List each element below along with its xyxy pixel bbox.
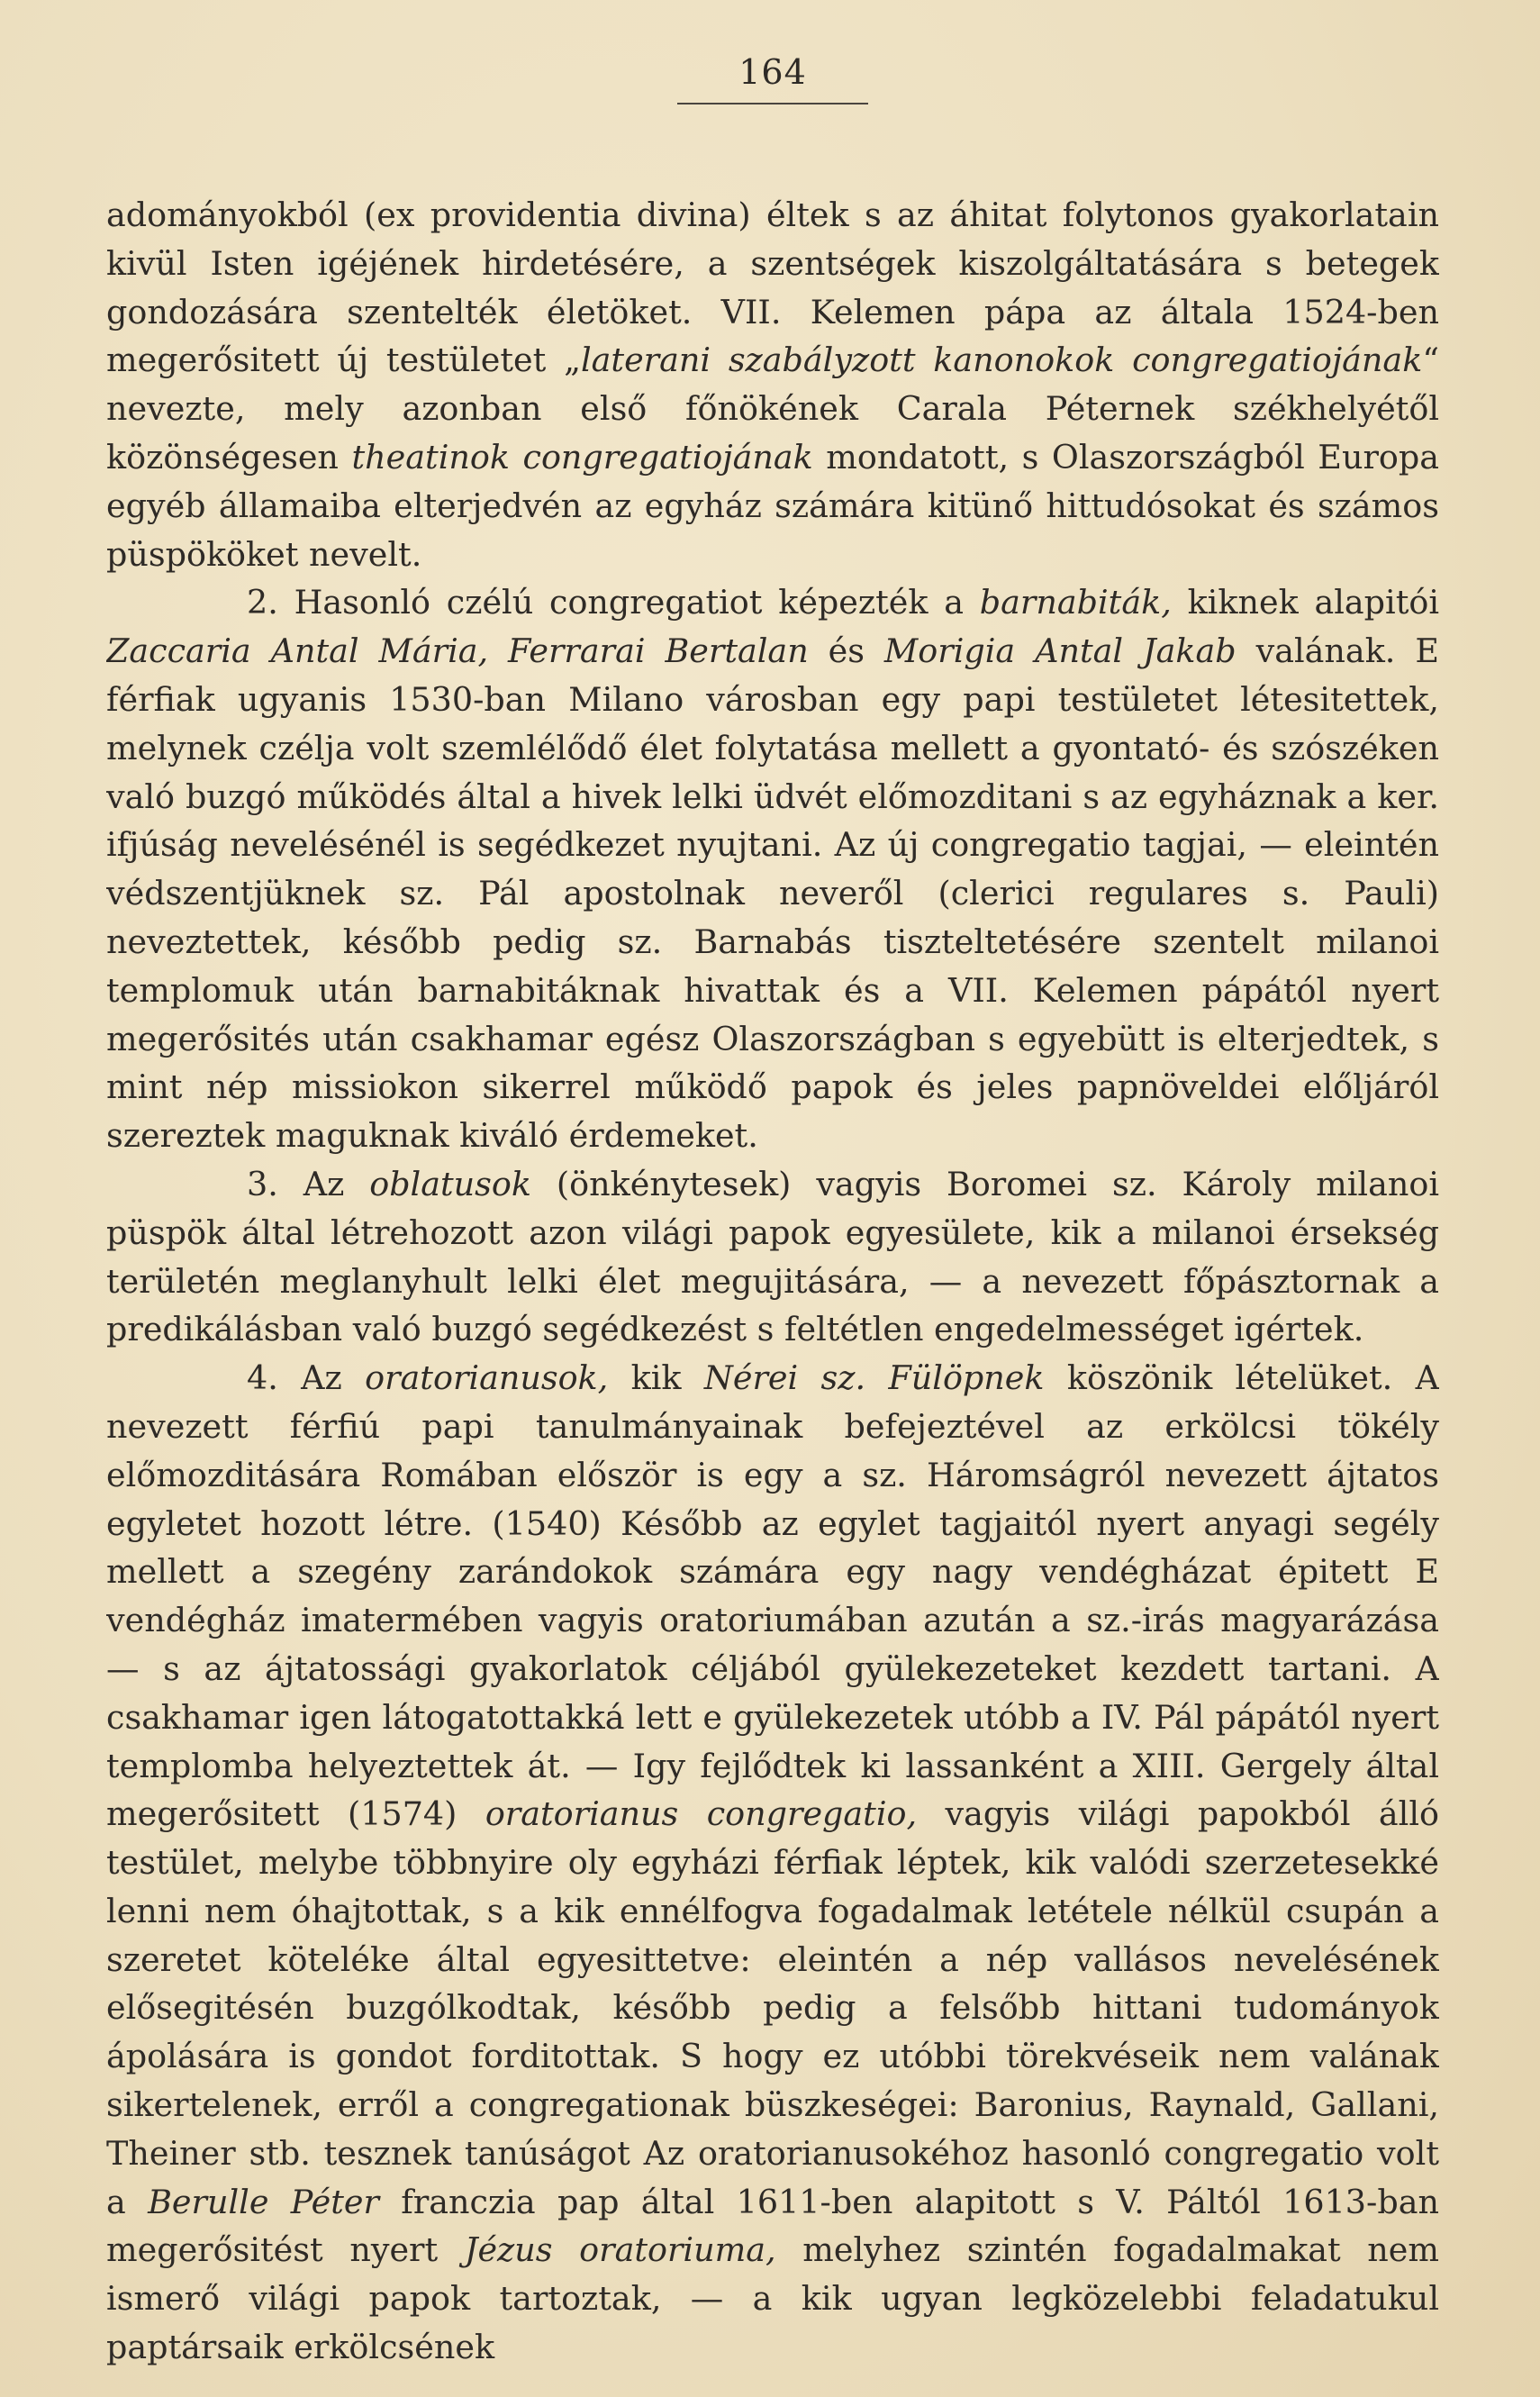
text-segment: 4. Az — [247, 1358, 366, 1398]
text-segment: kiknek alapitói — [1171, 583, 1439, 622]
italic-text: oratorianusok, — [365, 1358, 609, 1398]
text-segment: (önkénytesek) vagyis Boromei sz. Károly milanoi püspök által létrehozott azon világi papok egyesülete, kik a milanoi érsekség területén meglanyhult lelki élet megujitására, — a nevezett főpásztornak a predikálásban való buzgó segédkezést s feltétlen engedelmességet igértek. — [106, 1164, 1439, 1349]
text-segment: melyhez szintén fogadalmakat nem ismerő világi papok tartoztak, — a kik ugyan legközelebbi feladatukul paptársaik erkölcsének — [106, 2230, 1439, 2367]
paragraph — [106, 1160, 1439, 1354]
text-segment: vagyis világi papokból álló testület, melybe többnyire oly egyházi férfiak léptek, kik valódi szerzetesekké lenni nem óhajtottak, s a kik ennélfogva fogadalmak letétele nélkül csupán a szeretet köteléke által egyesittetve: eleintén a nép vallásos nevelésének elősegitésén buzgólkodtak, később pedig a felsőbb hittani tudományok ápolására is gondot forditottak. S hogy ez utóbbi törekvéseik nem valának sikertelenek, erről a congregationak büszkeségei: Baronius, Raynald, Gallani, Theiner stb. tesznek tanúságot Az oratorianusokéhoz hasonló congregatio volt a — [106, 1794, 1439, 2221]
italic-text: Morigia Antal Jakab — [883, 631, 1237, 671]
italic-text: theatinok congregatiojának — [351, 437, 813, 477]
paragraph — [106, 1354, 1439, 2367]
header-rule — [677, 103, 868, 104]
text-segment: 2. Hasonló czélú congregatiot képezték a — [247, 583, 980, 622]
page-header — [106, 43, 1439, 110]
italic-text: Berulle Péter — [148, 2182, 379, 2221]
book-page — [106, 43, 1439, 2367]
text-segment: és — [808, 631, 884, 671]
text-segment: mondatott, s Olaszországból Europa egyéb államaiba elterjedvén az egyház számára kitünő hittudósokat és számos püspököket nevelt. — [106, 437, 1439, 574]
page-number: 164 — [738, 52, 807, 92]
paragraph — [106, 578, 1439, 1160]
text-segment: kik — [608, 1358, 704, 1398]
italic-text: laterani szabályzott kanonokok congregatiojának — [580, 340, 1423, 380]
text-segment: köszönik lételüket. A nevezett férfiú papi tanulmányainak befejeztével az erkölcsi tökély előmozditására Romában először is egy a sz. Háromságról nevezett ájtatos egyletet hozott létre. (1540) Később az egylet tagjaitól nyert anyagi segély mellett a szegény zarándokok számára egy nagy vendégházat épitett E vendégház imatermében vagyis oratoriumában azután a sz.-irás magyarázása — s az ájtatossági gyakorlatok céljából gyülekezeteket kezdett tartani. A csakhamar igen látogatottakká lett e gyülekezetek utóbb a IV. Pál pápától nyert templomba helyeztettek át. — Igy fejlődtek ki lassanként a XIII. Gergely által megerősitett (1574) — [106, 1358, 1439, 1834]
text-segment: “ nevezte, mely azonban első főnökének Carala Péternek székhelyétől közönségesen — [106, 340, 1439, 477]
text-segment: franczia pap által 1611-ben alapitott s V. Páltól 1613-ban megerősitést nyert — [106, 2182, 1439, 2270]
text-segment: adományokból (ex providentia divina) éltek s az áhitat folytonos gyakorlatain kivül Isten igéjének hirdetésére, a szentségek kiszolgáltatására s betegek gondozására szentelték életöket. VII. Kelemen pápa az általa 1524-ben megerősitett új testületet „ — [106, 195, 1439, 380]
paragraph — [106, 191, 1439, 578]
italic-text: Jézus oratoriuma, — [464, 2230, 776, 2270]
italic-text: oratorianus congregatio, — [485, 1794, 918, 1834]
italic-text: Nérei sz. Fülöpnek — [703, 1358, 1045, 1398]
italic-text: barnabiták, — [979, 583, 1172, 622]
body-text — [106, 191, 1439, 2367]
italic-text: Zaccaria Antal Mária, Ferrarai Bertalan — [106, 631, 809, 671]
italic-text: oblatusok — [369, 1164, 531, 1203]
text-segment: 3. Az — [247, 1164, 370, 1203]
text-segment: valának. E férfiak ugyanis 1530-ban Milano városban egy papi testületet létesitettek, melynek czélja volt szemlélődő élet folytatása mellett a gyontató- és szószéken való buzgó működés által a hivek lelki üdvét előmozditani s az egyháznak a ker. ifjúság nevelésénél is segédkezet nyujtani. Az új congregatio tagjai, — eleintén védszentjüknek sz. Pál apostolnak neveről (clerici regulares s. Pauli) neveztettek, később pedig sz. Barnabás tiszteltetésére szentelt milanoi templomuk után barnabitáknak hivattak és a VII. Kelemen pápától nyert megerősités után csakhamar egész Olaszországban s egyebütt is elterjedtek, s mint nép missiokon sikerrel működő papok és jeles papnöveldei előljáról szereztek maguknak kiváló érdemeket. — [106, 631, 1439, 1156]
